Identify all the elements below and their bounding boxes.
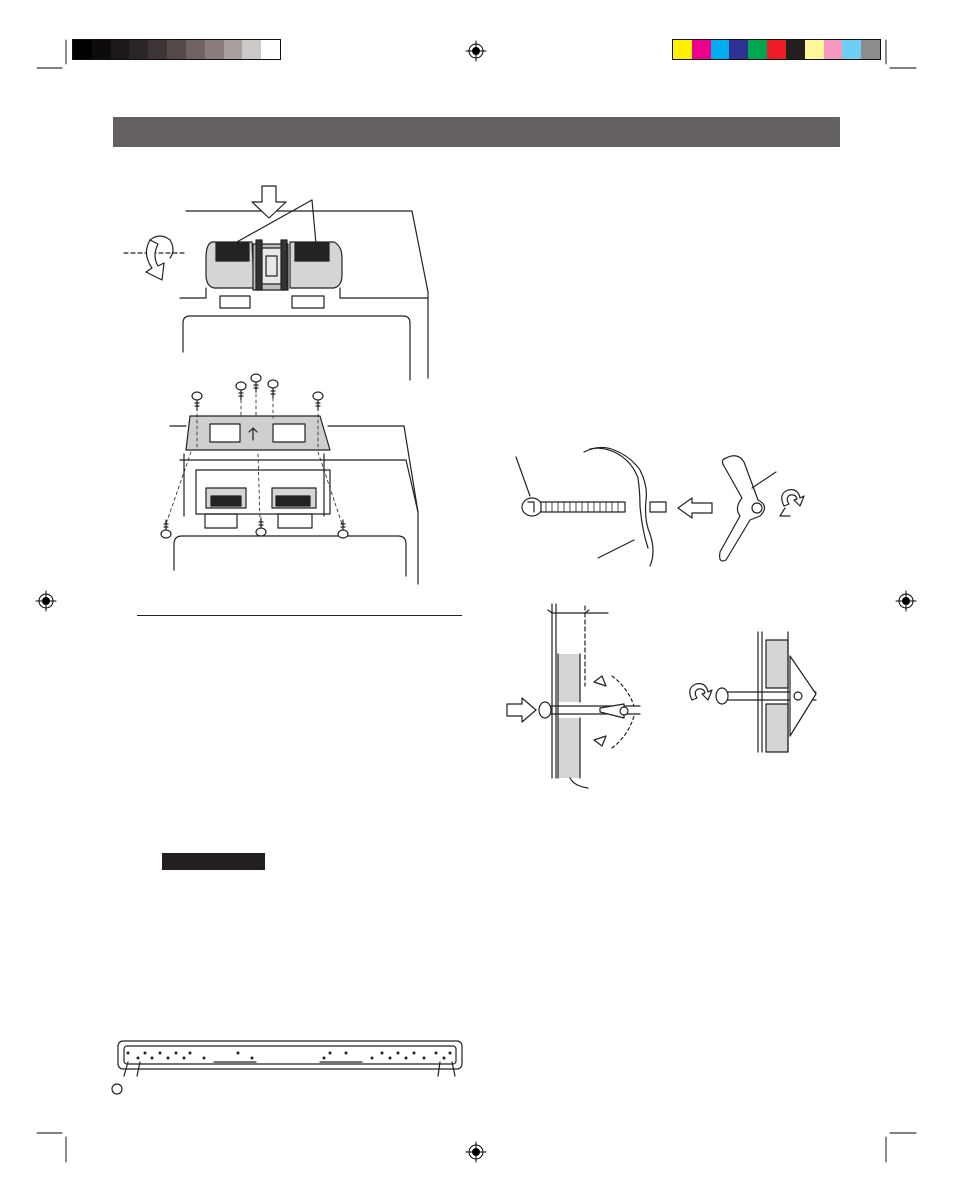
figure-speaker-placement bbox=[124, 186, 428, 380]
figure-wall-bracket bbox=[112, 1041, 462, 1094]
figure-bracket-screws bbox=[161, 374, 418, 584]
crop-marks bbox=[37, 40, 916, 1162]
figure-toggle-bolt-parts bbox=[516, 447, 804, 566]
registration-target-icon bbox=[36, 41, 916, 1162]
figure-toggle-bolt-insertion bbox=[507, 604, 816, 788]
